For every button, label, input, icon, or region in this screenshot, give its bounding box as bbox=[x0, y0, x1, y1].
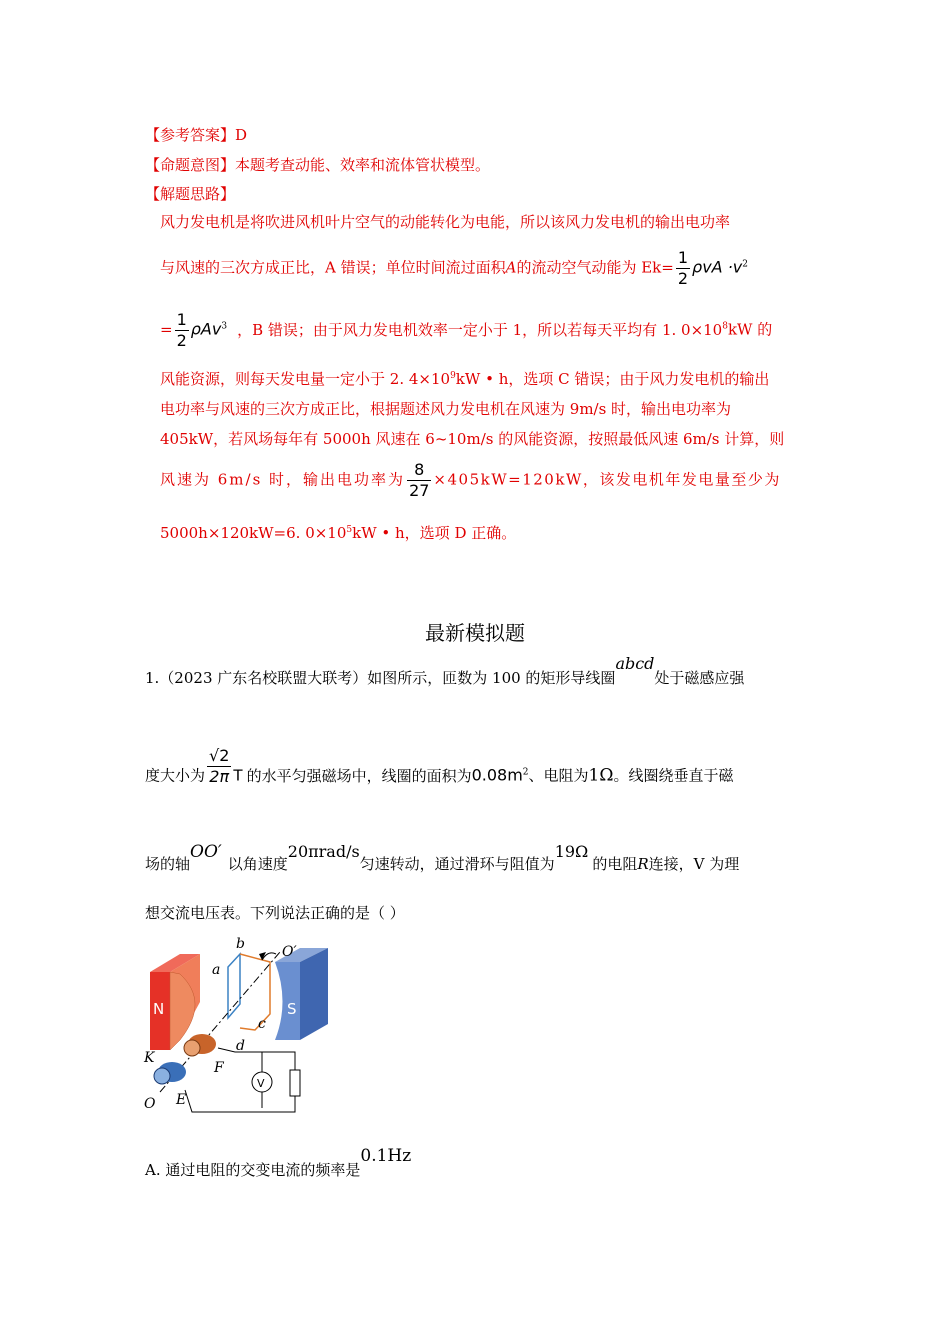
solution-line-5: 电功率与风速的三次方成正比，根据题述风力发电机在风速为 9m/s 时，输出电功率为 bbox=[160, 400, 732, 418]
option-a-value: 0.1Hz bbox=[360, 1146, 412, 1166]
resistor bbox=[290, 1070, 300, 1096]
solution-line-6: 405kW，若风场每年有 5000h 风速在 6~10m/s 的风能资源，按照最低风速 6m/s 计算，则 bbox=[160, 430, 785, 448]
question-1-line-2: 度大小为 $\frac{√2}{2\pi}$ T 的水平匀强磁场中，线圈的面积为$0.08m^2$、电阻为1Ω。线圈绕垂直于磁 bbox=[145, 746, 734, 786]
solution-line-8: 5000h×120kW=6. $0\times 10^5kW$ • h，选项 D 正确。 bbox=[160, 524, 517, 542]
label-e: E bbox=[176, 1092, 187, 1108]
intent-text: 本题考查动能、效率和流体管状模型。 bbox=[235, 156, 491, 174]
section-title: 最新模拟题 bbox=[425, 621, 525, 645]
intent-label: 【命题意图】 bbox=[145, 156, 236, 174]
circuit-wire bbox=[185, 1048, 295, 1112]
coil-label: abcd bbox=[615, 654, 655, 673]
coil-wire bbox=[228, 954, 240, 1018]
question-1-line-3: 场的轴OO′以角速度20πrad/s匀速转动，通过滑环与阻值为19Ω的电阻R连接，V 为理 bbox=[145, 842, 740, 873]
label-k: K bbox=[144, 1050, 155, 1066]
answer-value: D bbox=[235, 126, 248, 144]
label-n: N bbox=[153, 1000, 165, 1018]
solution-line-2: 与风速的三次方成正比，A 错误；单位时间流过面积A的流动空气动能为 Ek= $\frac{1}{2}$ $\rho vA \cdot v^2$ bbox=[160, 248, 748, 288]
label-b: b bbox=[236, 936, 245, 952]
intent-line bbox=[145, 155, 490, 175]
b-field-fraction: $\frac{√2}{2\pi}$ bbox=[209, 746, 230, 786]
question-1-line-1: 1.（2023 广东名校联盟大联考）如图所示，匝数为 100 的矩形导线圈abcd处于磁感应强 bbox=[145, 654, 745, 687]
label-o-prime: O′ bbox=[282, 944, 297, 960]
label-s: S bbox=[287, 1000, 297, 1018]
solution-label: 【解题思路】 bbox=[145, 185, 236, 203]
label-d: d bbox=[236, 1038, 245, 1054]
slip-ring-f-face bbox=[184, 1040, 200, 1056]
kinetic-expr-2: ρAv bbox=[190, 319, 222, 339]
option-a: A. 通过电阻的交变电流的频率是0.1Hz bbox=[145, 1146, 412, 1179]
solution-line-1: 风力发电机是将吹进风机叶片空气的动能转化为电能，所以该风力发电机的输出电功率 bbox=[160, 213, 731, 231]
kinetic-expr-1: ρvA ·v bbox=[692, 257, 743, 277]
solution-line-4: 风能资源，则每天发电量一定小于 2. $4\times 10^9kW$ • h，选项 C 错误；由于风力发电机的输出 bbox=[160, 370, 770, 388]
magnet-s-side bbox=[300, 948, 328, 1040]
fraction-half: $\frac{1}{2}$ bbox=[677, 248, 689, 288]
label-o: O bbox=[144, 1096, 156, 1112]
axis-label: OO′ bbox=[190, 842, 222, 862]
slip-ring-e-face bbox=[154, 1068, 170, 1084]
fraction-8-27: $\frac{8}{27}$ bbox=[409, 460, 430, 500]
solution-line-7: 风速为 6m/s 时，输出电功率为 $\frac{8}{27}$ ×405kW=120kW，该发电机年发电量至少为 bbox=[160, 460, 781, 500]
answer-label: 【参考答案】 bbox=[145, 126, 236, 144]
solution-line-3: = $\frac{1}{2}$ ρAv$^3$ ，B 错误；由于风力发电机效率一定小于 1，所以若每天平均有 1. $0\times 10^8kW$ 的 bbox=[160, 310, 773, 350]
label-f: F bbox=[214, 1060, 224, 1076]
label-a: a bbox=[212, 962, 221, 978]
label-v: V bbox=[257, 1077, 265, 1090]
answer-line bbox=[145, 125, 247, 145]
generator-figure bbox=[140, 932, 340, 1117]
fraction-half-2: $\frac{1}{2}$ bbox=[176, 310, 187, 350]
label-c: c bbox=[258, 1016, 266, 1032]
question-1-line-4: 想交流电压表。下列说法正确的是（ ） bbox=[145, 904, 405, 922]
